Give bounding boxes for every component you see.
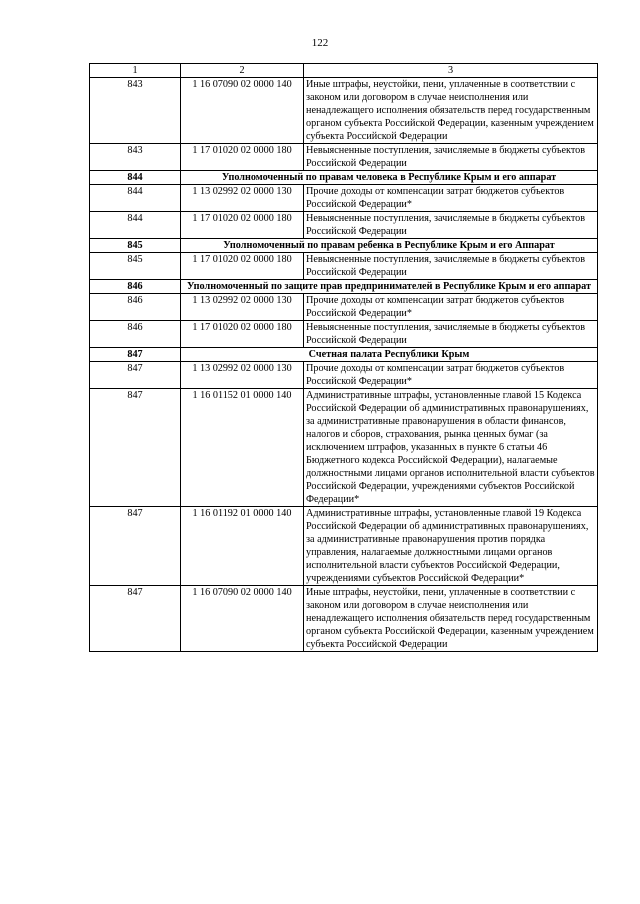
revenue-code-cell: 1 16 01192 01 0000 140 — [181, 507, 304, 586]
revenue-code-cell: 1 13 02992 02 0000 130 — [181, 185, 304, 212]
revenue-code-cell: 1 16 07090 02 0000 140 — [181, 78, 304, 144]
revenue-code-cell: 1 16 07090 02 0000 140 — [181, 586, 304, 652]
table-row — [90, 321, 598, 348]
revenue-name-cell: Невыясненные поступления, зачисляемые в бюджеты субъектов Российской Федерации — [304, 212, 598, 239]
section-title-cell: Уполномоченный по защите прав предпринимателей в Республике Крым и его аппарат — [181, 280, 598, 294]
admin-code-cell: 846 — [90, 321, 181, 348]
table-row — [90, 253, 598, 280]
table-row — [90, 212, 598, 239]
table-row — [90, 144, 598, 171]
admin-code-cell: 844 — [90, 185, 181, 212]
section-title-cell: Счетная палата Республики Крым — [181, 348, 598, 362]
admin-code-cell: 844 — [90, 171, 181, 185]
revenue-name-cell: Прочие доходы от компенсации затрат бюджетов субъектов Российской Федерации* — [304, 362, 598, 389]
admin-code-cell: 845 — [90, 239, 181, 253]
section-header-row — [90, 239, 598, 253]
table-body — [90, 64, 598, 652]
table-row — [90, 507, 598, 586]
admin-code-cell: 846 — [90, 294, 181, 321]
revenue-name-cell: Невыясненные поступления, зачисляемые в бюджеты субъектов Российской Федерации — [304, 144, 598, 171]
table-row — [90, 362, 598, 389]
column-header: 2 — [181, 64, 304, 78]
admin-code-cell: 847 — [90, 389, 181, 507]
revenue-code-cell: 1 13 02992 02 0000 130 — [181, 294, 304, 321]
section-header-row — [90, 348, 598, 362]
revenue-name-cell: Прочие доходы от компенсации затрат бюджетов субъектов Российской Федерации* — [304, 185, 598, 212]
revenue-code-cell: 1 17 01020 02 0000 180 — [181, 321, 304, 348]
column-header: 3 — [304, 64, 598, 78]
revenue-code-cell: 1 17 01020 02 0000 180 — [181, 253, 304, 280]
table-row — [90, 185, 598, 212]
admin-code-cell: 845 — [90, 253, 181, 280]
admin-code-cell: 847 — [90, 362, 181, 389]
revenue-code-cell: 1 17 01020 02 0000 180 — [181, 144, 304, 171]
table-row — [90, 294, 598, 321]
revenue-code-cell: 1 16 01152 01 0000 140 — [181, 389, 304, 507]
revenue-name-cell: Прочие доходы от компенсации затрат бюджетов субъектов Российской Федерации* — [304, 294, 598, 321]
admin-code-cell: 847 — [90, 348, 181, 362]
revenue-code-cell: 1 13 02992 02 0000 130 — [181, 362, 304, 389]
page-number: 122 — [311, 37, 329, 49]
revenue-codes-table — [89, 63, 598, 652]
admin-code-cell: 847 — [90, 586, 181, 652]
column-header: 1 — [90, 64, 181, 78]
revenue-name-cell: Невыясненные поступления, зачисляемые в бюджеты субъектов Российской Федерации — [304, 253, 598, 280]
section-title-cell: Уполномоченный по правам ребенка в Республике Крым и его Аппарат — [181, 239, 598, 253]
section-header-row — [90, 171, 598, 185]
admin-code-cell: 847 — [90, 507, 181, 586]
admin-code-cell: 843 — [90, 144, 181, 171]
admin-code-cell: 846 — [90, 280, 181, 294]
table-header-row — [90, 64, 598, 78]
revenue-code-cell: 1 17 01020 02 0000 180 — [181, 212, 304, 239]
revenue-name-cell: Иные штрафы, неустойки, пени, уплаченные в соответствии с законом или договором в случае неисполнения или ненадлежащего исполнения обязательств перед государственным органом субъекта Российской Федерации, казенным учреждением субъекта Российской Федерации — [304, 586, 598, 652]
section-header-row — [90, 280, 598, 294]
admin-code-cell: 843 — [90, 78, 181, 144]
table-row — [90, 586, 598, 652]
table-row — [90, 389, 598, 507]
revenue-name-cell: Административные штрафы, установленные главой 19 Кодекса Российской Федерации об административных правонарушениях, за административные правонарушения против порядка управления, налагаемые должностными лицами органов исполнительной власти субъектов Российской Федерации, учреждениями субъектов Российской Федерации* — [304, 507, 598, 586]
revenue-name-cell: Невыясненные поступления, зачисляемые в бюджеты субъектов Российской Федерации — [304, 321, 598, 348]
section-title-cell: Уполномоченный по правам человека в Республике Крым и его аппарат — [181, 171, 598, 185]
revenue-name-cell: Административные штрафы, установленные главой 15 Кодекса Российской Федерации об административных правонарушениях, за административные правонарушения в области финансов, налогов и сборов, страхования, рынка ценных бумаг (за исключением штрафов, указанных в пункте 6 статьи 46 Бюджетного кодекса Российской Федерации), налагаемые должностными лицами органов исполнительной власти субъектов Российской Федерации, учреждениями субъектов Российской Федерации* — [304, 389, 598, 507]
table-row — [90, 78, 598, 144]
admin-code-cell: 844 — [90, 212, 181, 239]
revenue-name-cell: Иные штрафы, неустойки, пени, уплаченные в соответствии с законом или договором в случае неисполнения или ненадлежащего исполнения обязательств перед государственным органом субъекта Российской Федерации, казенным учреждением субъекта Российской Федерации — [304, 78, 598, 144]
